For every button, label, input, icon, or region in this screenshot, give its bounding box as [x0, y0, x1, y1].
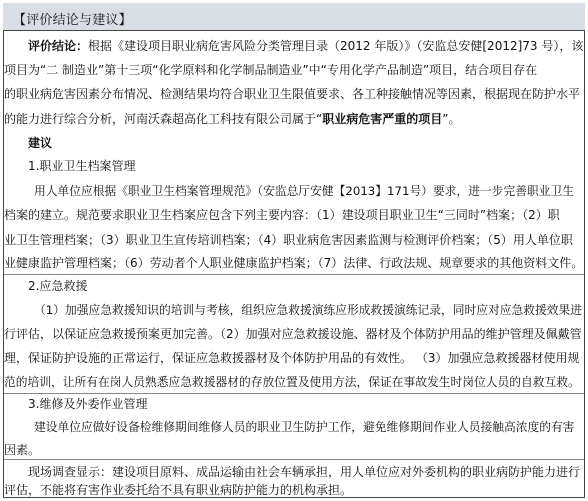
- conclusion-emphasis: 职业病危害严重的项目: [322, 112, 443, 126]
- section-title: 【评价结论与建议】: [13, 13, 132, 28]
- maintenance-line-3: 现场调查显示：建设项目原料、成品运输由社会车辆承担，用人单位应对外委机构的职业病防护能力进行: [28, 465, 581, 479]
- conclusion-text: 的能力进行综合分析，河南沃森超高化工科技有限公司属于“: [4, 112, 323, 126]
- maintenance-line-2: 因素。: [4, 443, 41, 457]
- emergency-line-3: 理，保证防护设施的正常运行，保证应急救援器材及个体防护用品的有效性。 （3）加强应急救援器材使用规: [4, 351, 580, 365]
- emergency-line-4: 范的培训，让所有在岗人员熟悉应急救援器材的存放位置及使用方法，保证在事故发生时岗位人员的自救互救。: [4, 375, 580, 389]
- divider: [4, 393, 584, 394]
- conclusion-label: 评价结论：: [28, 39, 89, 53]
- conclusion-line-2: 项目为“二 制造业”第十三项“化学原料和化学制品制造业”中“专用化学产品制造”项目，结合项目存在: [4, 63, 538, 77]
- section-header: [3, 3, 585, 31]
- conclusion-line-4: [4, 112, 460, 127]
- conclusion-line-3: 的职业病危害因素分布情况、检测结果均符合职业卫生限值要求、各工种接触情况等因素，根据现在防护水平: [4, 87, 581, 101]
- section-title-maintenance: 3.维修及外委作业管理: [28, 397, 148, 411]
- archives-line-4: 业健康监护管理档案；（6）劳动者个人职业健康监护档案；（7）法律、行政法规、规章要求的其他资料文件。: [4, 256, 584, 270]
- divider: [4, 459, 584, 460]
- conclusion-line-1: [28, 39, 583, 54]
- archives-line-2: 档案的建立。规范要求职业卫生档案应包含下列主要内容：（1）建设项目职业卫生“三同时”档案；（2）职: [4, 208, 560, 222]
- section-title-archives: 1.职业卫生档案管理: [28, 159, 136, 173]
- emergency-line-1: （1）加强应急救援知识的培训与考核，组织应急救援演练应形成救援演练记录，同时应对应急救援效果进: [34, 303, 582, 317]
- section-title-emergency: 2.应急救援: [28, 279, 88, 293]
- emergency-line-2: 行评估，以保证应急救援预案更加完善。（2）加强对应急救援设施、器材及个体防护用品的维护管理及佩戴管: [4, 327, 582, 341]
- maintenance-line-4: 评估，不能将有害作业委托给不具有职业病防护能力的机构承担。: [4, 483, 353, 497]
- divider: [4, 274, 584, 275]
- archives-line-1: 用人单位应根据《职业卫生档案管理规范》（安监总厅安健【2013】171号）要求，进一步完善职业卫生: [34, 184, 574, 198]
- suggestion-heading: 建议: [28, 136, 53, 150]
- conclusion-tail: ”。: [442, 112, 461, 126]
- conclusion-text: 根据《建设项目职业病危害风险分类管理目录（2012 年版）》（安监总安健[2012]73 号），该: [88, 39, 584, 53]
- archives-line-3: 业卫生管理档案；（3）职业卫生宣传培训档案；（4）职业病危害因素监测与检测评价档案；（5）用人单位职: [4, 233, 573, 247]
- maintenance-line-1: 建设单位应做好设备检维修期间维修人员的职业卫生防护工作，避免维修期间作业人员接触高浓度的有害: [34, 420, 575, 434]
